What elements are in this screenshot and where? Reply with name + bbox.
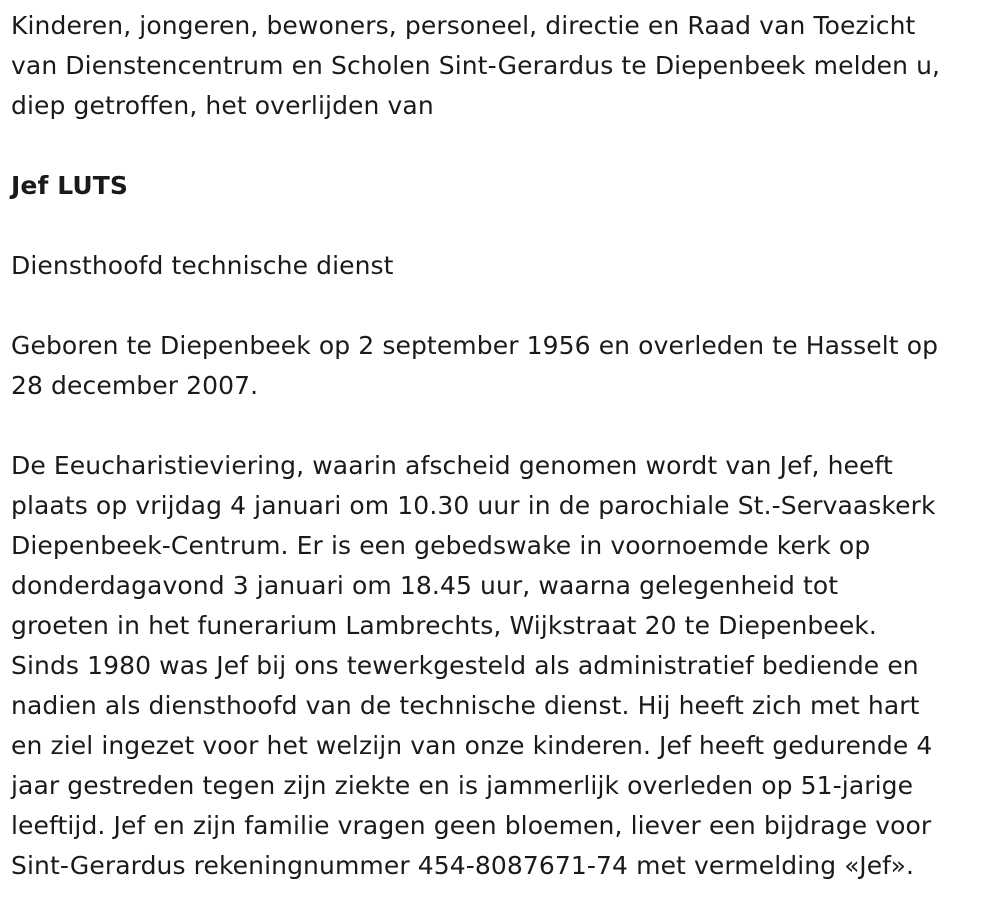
details-line: plaats op vrijdag 4 januari om 10.30 uur in de parochiale St.-Servaaskerk [11, 491, 936, 520]
details-line: donderdagavond 3 januari om 18.45 uur, waarna gelegenheid tot [11, 571, 839, 600]
obituary-text [11, 6, 993, 886]
intro-line: van Dienstencentrum en Scholen Sint-Gerardus te Diepenbeek melden u, [11, 51, 941, 80]
spacer [11, 286, 993, 326]
details-paragraph [11, 446, 993, 886]
details-line: nadien als diensthoofd van de technische dienst. Hij heeft zich met hart [11, 691, 920, 720]
details-line: en ziel ingezet voor het welzijn van onze kinderen. Jef heeft gedurende 4 [11, 731, 933, 760]
birth-death-line: 28 december 2007. [11, 371, 259, 400]
spacer [11, 126, 993, 166]
spacer [11, 406, 993, 446]
spacer [11, 206, 993, 246]
details-line: Sint-Gerardus rekeningnummer 454-8087671-74 met vermelding «Jef». [11, 851, 915, 880]
birth-death-paragraph [11, 326, 993, 406]
intro-line: Kinderen, jongeren, bewoners, personeel, directie en Raad van Toezicht [11, 11, 916, 40]
details-line: leeftijd. Jef en zijn familie vragen geen bloemen, liever een bijdrage voor [11, 811, 932, 840]
deceased-name: Jef LUTS [11, 171, 129, 200]
birth-death-line: Geboren te Diepenbeek op 2 september 1956 en overleden te Hasselt op [11, 331, 939, 360]
intro-paragraph [11, 6, 993, 126]
details-line: Diepenbeek-Centrum. Er is een gebedswake in voornoemde kerk op [11, 531, 871, 560]
details-line: De Eeucharistieviering, waarin afscheid genomen wordt van Jef, heeft [11, 451, 893, 480]
job-title: Diensthoofd technische dienst [11, 251, 394, 280]
intro-line: diep getroffen, het overlijden van [11, 91, 434, 120]
details-line: Sinds 1980 was Jef bij ons tewerkgesteld als administratief bediende en [11, 651, 919, 680]
details-line: jaar gestreden tegen zijn ziekte en is jammerlijk overleden op 51-jarige [11, 771, 914, 800]
details-line: groeten in het funerarium Lambrechts, Wijkstraat 20 te Diepenbeek. [11, 611, 877, 640]
